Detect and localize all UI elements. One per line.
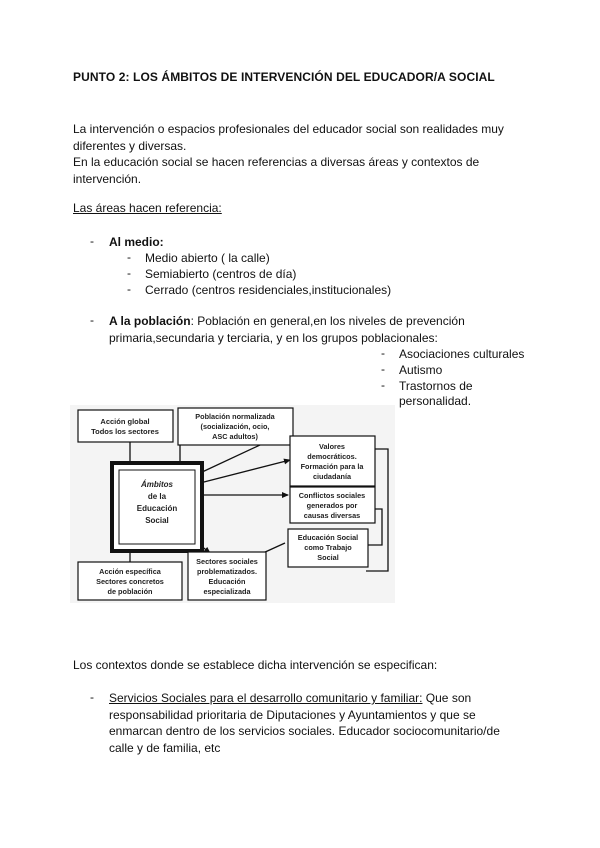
- poblacion-normalizada-text: Población normalizada: [195, 412, 275, 421]
- valores-text: democráticos.: [307, 452, 357, 461]
- center-text: de la: [147, 492, 167, 501]
- intro-line-4: intervención.: [73, 171, 142, 186]
- sectores-text: Educación: [208, 577, 246, 586]
- trabajo-social-text: Social: [317, 553, 339, 562]
- bullet-dash: -: [90, 313, 94, 327]
- trabajo-social-text: Educación Social: [297, 533, 359, 542]
- servicios-line-1-rest: Que son: [422, 691, 472, 705]
- medio-item: Medio abierto ( la calle): [145, 251, 270, 265]
- servicios-line-3: enmarcan dentro de los servicios sociales. Educador sociocomunitario/de: [109, 724, 500, 738]
- center-text: Social: [145, 516, 169, 525]
- valores-text: Valores: [319, 442, 345, 451]
- page-title: PUNTO 2: LOS ÁMBITOS DE INTERVENCIÓN DEL EDUCADOR/A SOCIAL: [73, 70, 495, 84]
- sub-bullet-dash: -: [381, 362, 385, 376]
- poblacion-text-1: : Población en general,en los niveles de prevención: [190, 314, 465, 328]
- medio-label: Al medio:: [109, 235, 164, 249]
- center-text: Educación: [136, 504, 178, 513]
- poblacion-normalizada-text: (socialización, ocio,: [200, 422, 270, 431]
- medio-item: Cerrado (centros residenciales,institucionales): [145, 283, 392, 297]
- servicios-line-1: [109, 690, 528, 707]
- poblacion-group: Autismo: [399, 363, 443, 377]
- servicios-line-4: calle y de familia, etc: [109, 740, 221, 755]
- poblacion-line-2: primaria,secundaria y terciaria, y en los grupos poblacionales:: [109, 330, 438, 345]
- poblacion-line-1: [109, 313, 528, 330]
- bullet-dash: -: [90, 690, 94, 704]
- sub-bullet-dash: -: [381, 346, 385, 360]
- poblacion-paragraph: [109, 313, 528, 346]
- contextos-intro: Los contextos donde se establece dicha intervención se especifican:: [73, 658, 438, 672]
- accion-global-box: [78, 410, 173, 442]
- poblacion-group: Asociaciones culturales: [399, 347, 525, 361]
- poblacion-group: Trastornos de: [399, 379, 473, 393]
- accion-global-text: Acción global: [100, 417, 150, 426]
- accion-especifica-text: Acción específica: [99, 567, 161, 576]
- poblacion-group: personalidad.: [399, 394, 472, 408]
- intro-line-1: La intervención o espacios profesionales del educador social son realidades muy: [73, 122, 504, 136]
- accion-global-text: Todos los sectores: [91, 427, 159, 436]
- servicios-label: Servicios Sociales para el desarrollo comunitario y familiar:: [109, 691, 423, 705]
- areas-heading: Las áreas hacen referencia:: [73, 201, 222, 215]
- ambitos-diagram: [70, 405, 395, 603]
- valores-text: Formación para la: [300, 462, 364, 471]
- sectores-text: Sectores sociales: [196, 557, 258, 566]
- conflictos-text: generados por: [306, 501, 358, 510]
- bullet-dash: -: [90, 234, 94, 248]
- poblacion-normalizada-text: ASC adultos): [212, 432, 258, 441]
- center-text: Ámbitos: [141, 480, 173, 489]
- accion-especifica-text: Sectores concretos: [96, 577, 164, 586]
- intro-paragraph: [73, 121, 529, 187]
- intro-line-3: En la educación social se hacen referencias a diversas áreas y contextos de: [73, 155, 480, 169]
- sub-bullet-dash: -: [127, 266, 131, 280]
- medio-item: Semiabierto (centros de día): [145, 267, 297, 281]
- sub-bullet-dash: -: [381, 378, 385, 392]
- poblacion-label: A la población: [109, 314, 191, 328]
- valores-text: ciudadanía: [312, 472, 352, 481]
- conflictos-text: Conflictos sociales: [298, 491, 366, 500]
- servicios-paragraph: [109, 690, 528, 756]
- conflictos-text: causas diversas: [303, 511, 361, 520]
- sectores-text: problematizados.: [196, 567, 258, 576]
- intro-line-2: diferentes y diversas.: [73, 138, 187, 153]
- trabajo-social-text: como Trabajo: [304, 543, 352, 552]
- accion-especifica-text: de población: [107, 587, 153, 596]
- sectores-text: especializada: [203, 587, 251, 596]
- servicios-line-2: responsabilidad prioritaria de Diputaciones y Ayuntamientos y que se: [109, 707, 476, 722]
- sub-bullet-dash: -: [127, 250, 131, 264]
- sub-bullet-dash: -: [127, 282, 131, 296]
